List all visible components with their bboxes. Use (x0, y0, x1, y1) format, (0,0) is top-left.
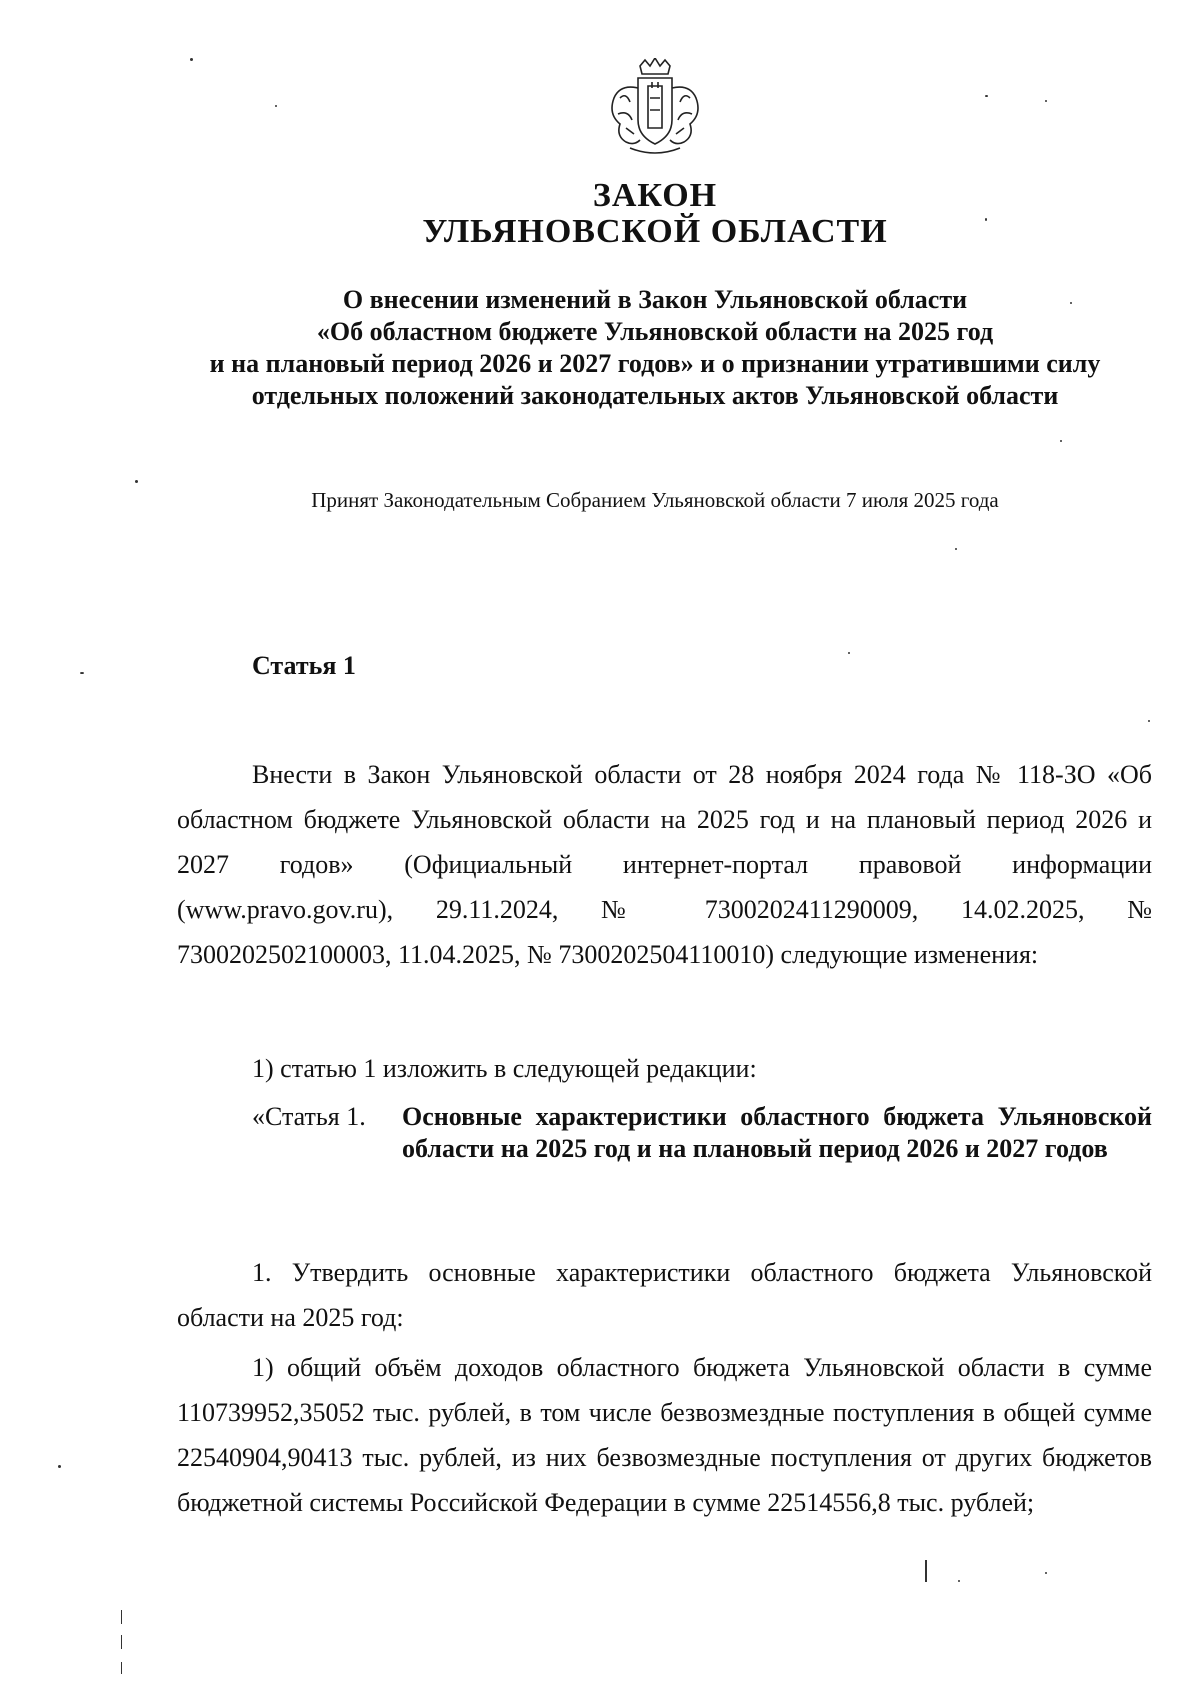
revenue-paragraph: 1) общий объём доходов областного бюджета Ульяновской области в сумме 110739952,35052 тыс. рублей, в том числе безвозмездные поступления в общей сумме 22540904,90413 тыс. рублей, из них безвозмездные поступления от других бюджетов бюджетной системы Российской Федерации в сумме 22514556,8 тыс. рублей; (177, 1353, 1152, 1517)
scan-speck (1148, 720, 1150, 722)
scan-speck (275, 105, 277, 107)
scan-speck (1060, 440, 1062, 442)
scan-speck (1070, 302, 1072, 304)
article-intro-paragraph: Внести в Закон Ульяновской области от 28 ноября 2024 года № 118-ЗО «Об областном бюджете Ульяновской области на 2025 год и на плановый период 2026 и 2027 годов» (Официальный интернет-портал правовой информации (www.pravo.gov.ru), 29.11.2024, № 7300202411290009, 14.02.2025, № 7300202502100003, 11.04.2025, № 7300202504110010) следующие изменения: (177, 760, 1152, 969)
scan-speck (985, 95, 988, 97)
scan-speck (135, 480, 138, 483)
region-title: УЛЬЯНОВСКОЙ ОБЛАСТИ (422, 213, 888, 250)
scan-speck (190, 58, 193, 61)
scan-speck (121, 1635, 122, 1649)
quoted-article-title: Основные характеристики областного бюджета Ульяновской области на 2025 год и на плановый период 2026 и 2027 годов (402, 1102, 1152, 1163)
scan-speck (985, 218, 987, 221)
subtitle-line: отдельных положений законодательных актов Ульяновской области (251, 381, 1059, 410)
law-subtitle (170, 284, 1140, 412)
scan-speck (80, 672, 84, 674)
scan-speck (1045, 100, 1047, 102)
scan-speck (121, 1662, 122, 1674)
subtitle-line: О внесении изменений в Закон Ульяновской области (342, 285, 968, 314)
scan-speck (955, 548, 957, 550)
amendment-item: 1) статью 1 изложить в следующей редакции: (252, 1054, 757, 1083)
scan-speck (121, 1610, 122, 1624)
coat-of-arms-icon (600, 58, 710, 158)
quoted-article-label: «Статья 1. (252, 1102, 366, 1131)
scan-speck (1045, 1572, 1047, 1574)
subtitle-line: «Об областном бюджете Ульяновской области на 2025 год (316, 317, 994, 346)
law-title: ЗАКОН (592, 177, 718, 214)
adoption-note: Принят Законодательным Собранием Ульяновской области 7 июля 2025 года (311, 488, 999, 512)
scan-speck (925, 1560, 927, 1582)
article-heading: Статья 1 (252, 651, 356, 680)
approval-paragraph: 1. Утвердить основные характеристики областного бюджета Ульяновской области на 2025 год: (177, 1258, 1152, 1332)
scan-speck (848, 652, 850, 654)
subtitle-line: и на плановый период 2026 и 2027 годов» и о признании утратившими силу (209, 349, 1101, 378)
scan-speck (958, 1580, 960, 1582)
scan-speck (58, 1465, 61, 1468)
